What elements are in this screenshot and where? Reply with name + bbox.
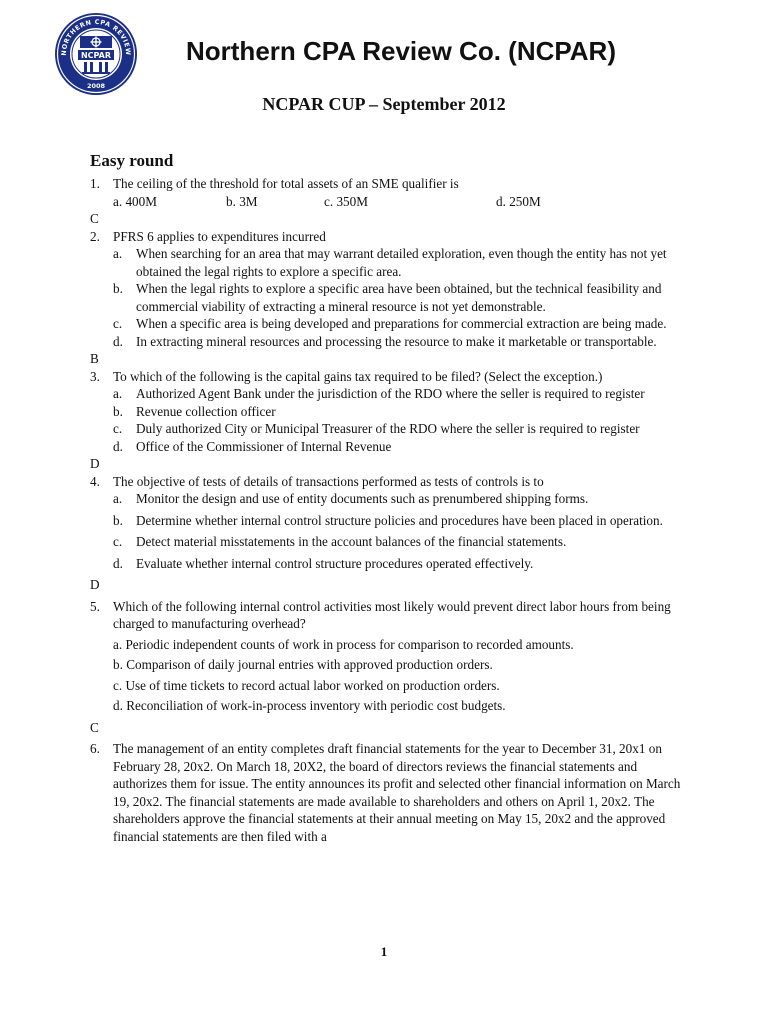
- question-text: The ceiling of the threshold for total assets of an SME qualifier is: [113, 176, 459, 191]
- option-text: Determine whether internal control structure policies and procedures have been placed in operation.: [136, 512, 663, 528]
- question-1-choices: [90, 193, 690, 211]
- question-6: [90, 740, 690, 845]
- question-2: [90, 228, 690, 246]
- question-text: Which of the following internal control activities most likely would prevent direct labor hours from being charged to manufacturing overhead?: [113, 598, 671, 631]
- option-d: [113, 555, 690, 573]
- question-text: To which of the following is the capital gains tax required to be filed? (Select the exception.): [113, 368, 603, 384]
- question-number: 2.: [90, 228, 100, 244]
- answer-5: C: [90, 719, 99, 735]
- option-letter: b.: [113, 512, 123, 528]
- option-text: When a specific area is being developed and preparations for commercial extraction are being made.: [136, 316, 667, 331]
- choice-c: c. 350M: [324, 193, 368, 209]
- ncpar-logo: [54, 12, 138, 96]
- option-b: [113, 512, 690, 530]
- option-a: a. Periodic independent counts of work in process for comparison to recorded amounts.: [113, 636, 574, 652]
- option-letter: c.: [113, 421, 123, 436]
- question-number: 1.: [90, 176, 100, 191]
- option-c: [113, 315, 690, 333]
- question-text: PFRS 6 applies to expenditures incurred: [113, 228, 326, 244]
- option-letter: a.: [113, 491, 123, 506]
- option-text: Monitor the design and use of entity documents such as prenumbered shipping forms.: [136, 491, 589, 506]
- option-letter: c.: [113, 534, 123, 549]
- question-text: The objective of tests of details of transactions performed as tests of controls is to: [113, 473, 544, 489]
- option-letter: d.: [113, 555, 123, 571]
- question-text: The management of an entity completes draft financial statements for the year to December 31, 20x1 on February 28, 20x2. On March 18, 20X2, the board of directors reviews the financial statements and authorizes them for issue. The entity announces its profit and selected other financial information on March 19, 20x2. The financial statements are made available to shareholders and others on April 1, 20x2. The shareholders approve the financial statements at their annual meeting on May 15, 20x2 and the approved financial statements are then filed with a: [113, 741, 681, 844]
- option-text: When the legal rights to explore a specific area have been obtained, but the technical feasibility and commercial viability of extracting a mineral resource is not yet demonstrable.: [136, 281, 662, 314]
- question-1: [90, 175, 690, 193]
- question-list: [90, 175, 690, 845]
- option-letter: a.: [113, 386, 123, 401]
- answer-2: B: [90, 351, 99, 366]
- exam-subtitle: NCPAR CUP – September 2012: [262, 94, 506, 114]
- option-b: [113, 280, 690, 315]
- choice-b: b. 3M: [226, 193, 258, 209]
- question-number: 5.: [90, 598, 100, 614]
- question-4: [90, 473, 690, 491]
- option-text: In extracting mineral resources and processing the resource to make it marketable or transportable.: [136, 333, 657, 349]
- question-5-options: [90, 636, 690, 715]
- option-letter: c.: [113, 316, 123, 331]
- option-text: Authorized Agent Bank under the jurisdiction of the RDO where the seller is required to register: [136, 386, 645, 401]
- option-d: [113, 438, 690, 456]
- option-c: [113, 533, 690, 551]
- option-c: c. Use of time tickets to record actual labor worked on production orders.: [113, 677, 500, 693]
- option-text: Revenue collection officer: [136, 403, 276, 419]
- option-a: [113, 385, 690, 403]
- svg-text:2008: 2008: [86, 82, 106, 90]
- option-letter: b.: [113, 281, 123, 296]
- option-letter: a.: [113, 246, 123, 261]
- question-number: 6.: [90, 741, 100, 756]
- option-text: Office of the Commissioner of Internal Revenue: [136, 438, 392, 454]
- option-a: [113, 245, 690, 280]
- option-text: When searching for an area that may warrant detailed exploration, even though the entity has not yet obtained the legal rights to explore a specific area.: [136, 246, 667, 279]
- question-2-options: [90, 245, 690, 350]
- option-letter: d.: [113, 333, 123, 349]
- option-b: [113, 403, 690, 421]
- question-4-options: [90, 490, 690, 572]
- option-b: b. Comparison of daily journal entries with approved production orders.: [113, 657, 493, 672]
- answer-3: D: [90, 456, 100, 471]
- round-title: Easy round: [90, 151, 174, 170]
- organization-title: Northern CPA Review Co. (NCPAR): [186, 36, 616, 66]
- page-header: [0, 0, 768, 90]
- svg-text:NCPAR: NCPAR: [80, 51, 112, 60]
- option-text: Detect material misstatements in the account balances of the financial statements.: [136, 534, 567, 549]
- option-a: [113, 490, 690, 508]
- option-text: Duly authorized City or Municipal Treasurer of the RDO where the seller is required to register: [136, 421, 640, 436]
- option-d: d. Reconciliation of work-in-process inventory with periodic cost budgets.: [113, 698, 506, 713]
- option-text: Evaluate whether internal control structure procedures operated effectively.: [136, 555, 534, 571]
- choice-d: d. 250M: [496, 193, 541, 209]
- option-letter: b.: [113, 403, 123, 419]
- option-d: [113, 333, 690, 351]
- question-3-options: [90, 385, 690, 455]
- choice-a: a. 400M: [113, 193, 157, 209]
- page-number: 1: [380, 944, 388, 959]
- question-number: 4.: [90, 473, 100, 489]
- svg-text:NORTHERN CPA REVIEW: NORTHERN CPA REVIEW: [59, 17, 133, 56]
- question-3: [90, 368, 690, 386]
- question-5: [90, 598, 690, 633]
- option-letter: d.: [113, 438, 123, 454]
- question-number: 3.: [90, 368, 100, 384]
- answer-4: D: [90, 577, 100, 592]
- answer-1: C: [90, 211, 99, 226]
- option-c: [113, 420, 690, 438]
